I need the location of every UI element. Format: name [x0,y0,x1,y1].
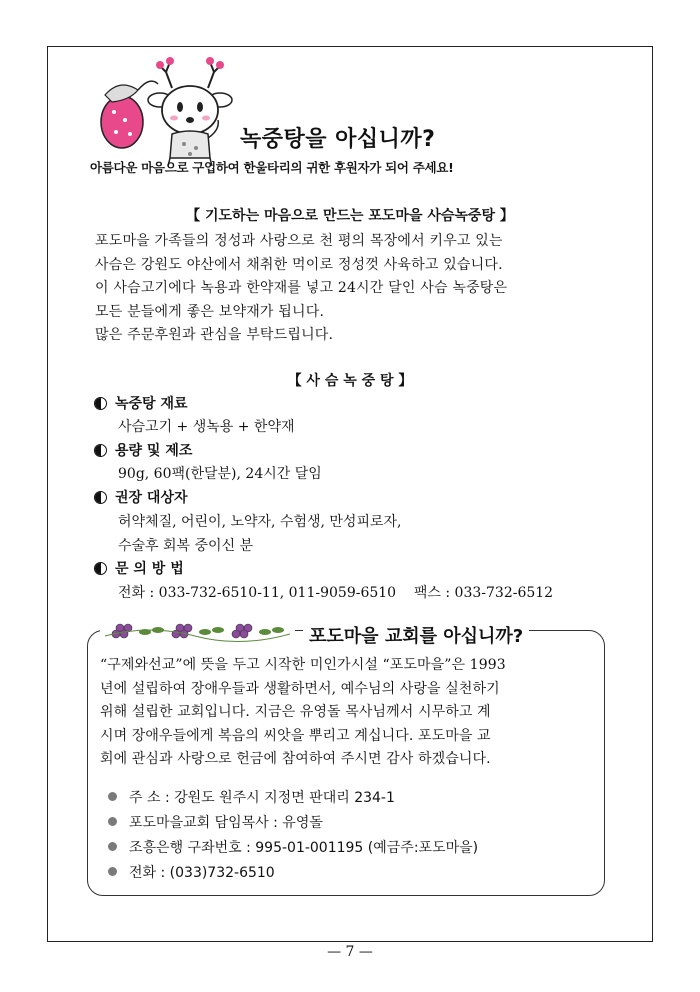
item-head-label: 문 의 방 법 [115,561,184,577]
item-head-ingredients [94,393,188,413]
church-line: 위해 설립한 교회입니다. 지금은 유영돌 목사님께서 시무하고 계 [100,704,491,721]
item-text: 허약체질, 어린이, 노약자, 수험생, 만성피로자, [118,514,402,530]
church-paragraph [100,654,595,772]
item-text: 90g, 60팩(한달분), 24시간 달임 [118,466,322,482]
gray-dot-bullet-icon [108,817,117,826]
church-address [108,787,395,807]
grape-vine-decoration-icon [100,616,295,646]
half-circle-bullet-icon [94,397,107,410]
item-head-label: 녹중탕 재료 [115,396,188,412]
item-text: 수술후 회복 중이신 분 [118,538,254,554]
item-head-label: 권장 대상자 [115,490,188,506]
page-title: 녹중탕을 아십니까? [240,127,436,152]
item-text: 사슴고기 + 생녹용 + 한약재 [118,419,295,435]
gray-dot-bullet-icon [108,842,117,851]
church-pastor [108,812,323,832]
gray-dot-bullet-icon [108,867,117,876]
church-line: 시며 장애우들에게 복음의 씨앗을 뿌리고 계십니다. 포도마을 교 [100,727,491,744]
half-circle-bullet-icon [94,491,107,504]
church-line: 회에 관심과 사랑으로 헌금에 참여하여 주시면 감사 하겠습니다. [100,751,491,768]
intro-section-title: 【 기도하는 마음으로 만드는 포도마을 사슴녹중탕 】 [186,208,514,224]
item-head-contact [94,558,184,578]
half-circle-bullet-icon [94,444,107,457]
product-section-title: 【 사 슴 녹 중 탕 】 [287,373,413,389]
info-text: 포도마을교회 담임목사 : 유영돌 [129,815,323,831]
gray-dot-bullet-icon [108,792,117,801]
intro-line: 이 사슴고기에다 녹용과 한약재를 넣고 24시간 달인 사슴 녹중탕은 [95,280,508,297]
church-line: “구제와선교”에 뜻을 두고 시작한 미인가시설 “포도마을”은 1993 [100,657,506,673]
intro-line: 포도마을 가족들의 정성과 사랑으로 천 평의 목장에서 키우고 있는 [95,233,503,249]
page-subtitle: 아름다운 마음으로 구입하여 한울타리의 귀한 후원자가 되어 주세요! [90,160,454,175]
church-phone [108,862,275,882]
page-number: — 7 — [327,944,373,960]
info-text: 전화 : (033)732-6510 [129,865,275,881]
pink-bag-icon [101,81,158,148]
info-text: 조흥은행 구좌번호 : 995-01-001195 (예금주:포도마을) [129,840,479,856]
half-circle-bullet-icon [94,562,107,575]
item-head-target [94,487,188,507]
deer-mascot-illustration [100,50,240,168]
church-line: 년에 설립하여 장애우들과 생활하면서, 예수님의 사랑을 실천하기 [100,680,500,697]
intro-line: 많은 주문후원과 관심을 부탁드립니다. [95,327,334,344]
church-title: 포도마을 교회를 아십니까? [303,622,529,648]
item-text: 전화 : 033-732-6510-11, 011-9059-6510 팩스 : 033-732-6512 [118,585,554,601]
intro-line: 사슴은 강원도 야산에서 채취한 먹이로 정성껏 사육하고 있습니다. [95,256,503,273]
item-head-label: 용량 및 제조 [115,443,193,459]
intro-paragraph [95,230,615,348]
intro-line: 모든 분들에게 좋은 보약재가 됩니다. [95,303,325,320]
info-text: 주 소 : 강원도 원주시 지정면 판대리 234-1 [129,790,395,806]
item-head-capacity [94,440,192,460]
church-bank-account [108,837,478,857]
